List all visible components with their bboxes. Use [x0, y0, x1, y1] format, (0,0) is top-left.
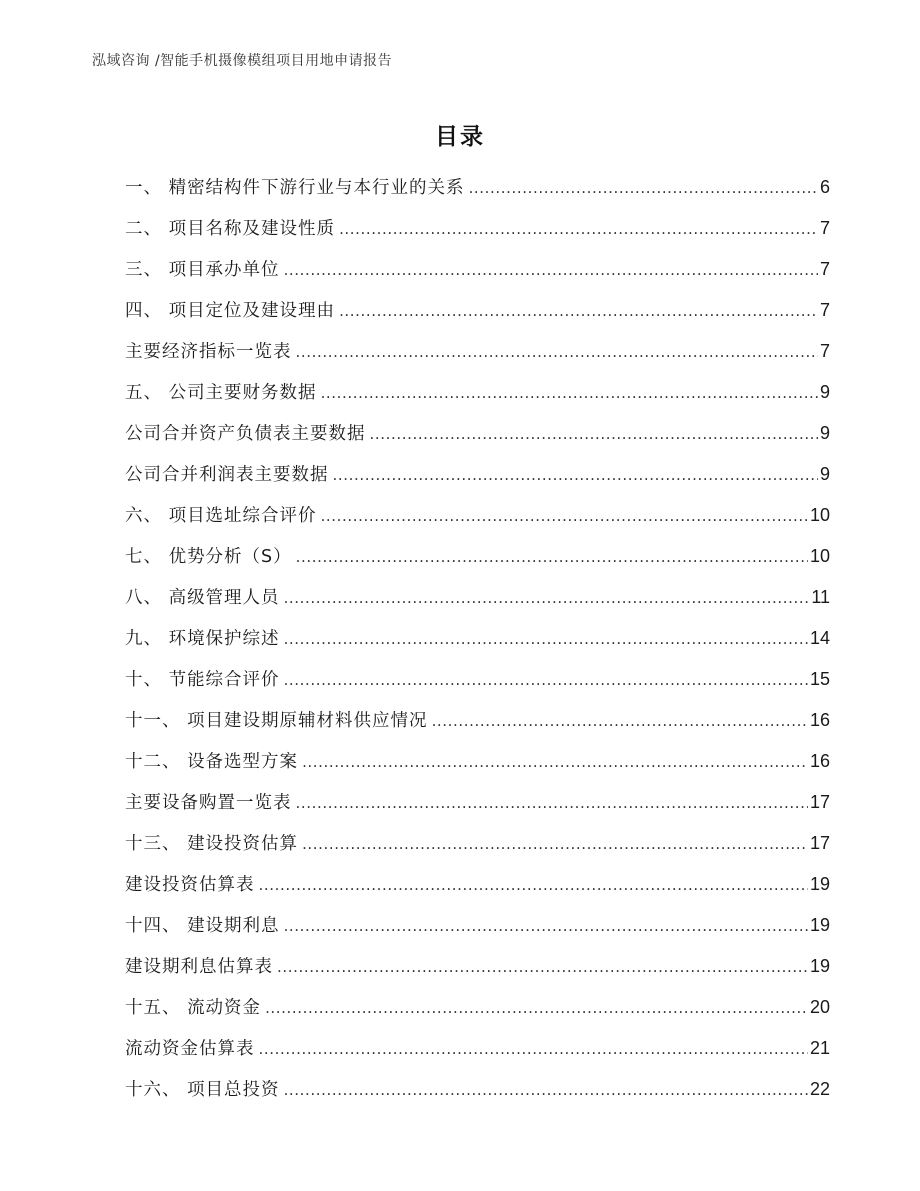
toc-dot-leader: [284, 621, 808, 657]
toc-entry[interactable]: [125, 579, 830, 620]
toc-entry-label: 主要经济指标一览表: [125, 342, 292, 362]
toc-entry-page: 7: [819, 259, 830, 279]
toc-entry-page: 11: [811, 587, 830, 607]
toc-entry[interactable]: [125, 989, 830, 1030]
toc-title: 目录: [435, 124, 485, 150]
toc-dot-leader: [259, 1031, 808, 1067]
toc-entry-page: 17: [809, 833, 830, 853]
toc-entry-page: 15: [809, 669, 830, 689]
toc-entry-page: 7: [819, 300, 830, 320]
toc-entry-page: 9: [819, 382, 830, 402]
toc-entry[interactable]: [125, 661, 830, 702]
toc-entry[interactable]: [125, 456, 830, 497]
toc-dot-leader: [259, 867, 808, 903]
toc-entry-label: 二、 项目名称及建设性质: [125, 219, 336, 239]
toc-entry[interactable]: [125, 333, 830, 374]
toc-entry[interactable]: [125, 374, 830, 415]
toc-dot-leader: [296, 334, 818, 370]
toc-dot-leader: [321, 375, 818, 411]
toc-dot-leader: [302, 826, 808, 862]
toc-dot-leader: [333, 457, 818, 493]
toc-entry-label: 十五、 流动资金: [125, 998, 262, 1018]
toc-entry-page: 10: [809, 505, 830, 525]
toc-entry-page: 9: [819, 423, 830, 443]
toc-entry-label: 十二、 设备选型方案: [125, 752, 299, 772]
toc-entry[interactable]: [125, 1071, 830, 1112]
toc-entry-label: 十一、 项目建设期原辅材料供应情况: [125, 711, 428, 731]
toc-entry[interactable]: [125, 825, 830, 866]
toc-entry-page: 22: [809, 1079, 830, 1099]
toc-entry[interactable]: [125, 415, 830, 456]
toc-dot-leader: [265, 990, 808, 1026]
toc-dot-leader: [339, 293, 818, 329]
toc-entry-page: 20: [809, 997, 830, 1017]
toc-dot-leader: [321, 498, 808, 534]
toc-entry[interactable]: [125, 538, 830, 579]
toc-entry-label: 四、 项目定位及建设理由: [125, 301, 336, 321]
toc-dot-leader: [284, 662, 808, 698]
toc-entry[interactable]: [125, 1030, 830, 1071]
toc-entry[interactable]: [125, 497, 830, 538]
toc-entry[interactable]: [125, 620, 830, 661]
toc-entry-page: 16: [809, 710, 830, 730]
toc-entry-label: 五、 公司主要财务数据: [125, 383, 317, 403]
toc-entry-page: 17: [809, 792, 830, 812]
toc-entry[interactable]: [125, 210, 830, 251]
page-header: 泓域咨询 /智能手机摄像模组项目用地申请报告: [92, 53, 393, 69]
toc-entry-label: 六、 项目选址综合评价: [125, 506, 317, 526]
toc-dot-leader: [339, 211, 818, 247]
toc-dot-leader: [302, 744, 808, 780]
toc-dot-leader: [284, 580, 810, 616]
toc-entry-page: 19: [809, 956, 830, 976]
toc-entry-label: 主要设备购置一览表: [125, 793, 292, 813]
toc-dot-leader: [370, 416, 818, 452]
toc-entry-page: 7: [819, 218, 830, 238]
table-of-contents: [125, 169, 830, 1112]
toc-entry-label: 八、 高级管理人员: [125, 588, 280, 608]
toc-entry-label: 三、 项目承办单位: [125, 260, 280, 280]
toc-entry-label: 七、 优势分析（S）: [125, 547, 292, 567]
toc-entry[interactable]: [125, 948, 830, 989]
toc-entry-label: 一、 精密结构件下游行业与本行业的关系: [125, 178, 465, 198]
toc-entry[interactable]: [125, 292, 830, 333]
toc-entry[interactable]: [125, 907, 830, 948]
toc-entry[interactable]: [125, 743, 830, 784]
toc-entry-page: 14: [809, 628, 830, 648]
toc-dot-leader: [277, 949, 808, 985]
toc-dot-leader: [296, 785, 808, 821]
toc-entry-page: 21: [809, 1038, 830, 1058]
toc-entry-label: 建设投资估算表: [125, 875, 255, 895]
toc-dot-leader: [469, 170, 818, 206]
toc-dot-leader: [432, 703, 808, 739]
toc-entry-label: 十三、 建设投资估算: [125, 834, 299, 854]
toc-entry-label: 流动资金估算表: [125, 1039, 255, 1059]
toc-entry-label: 十、 节能综合评价: [125, 670, 280, 690]
toc-entry-page: 10: [809, 546, 830, 566]
toc-entry-page: 16: [809, 751, 830, 771]
toc-entry[interactable]: [125, 169, 830, 210]
toc-entry[interactable]: [125, 784, 830, 825]
toc-entry[interactable]: [125, 702, 830, 743]
toc-dot-leader: [296, 539, 808, 575]
toc-entry[interactable]: [125, 251, 830, 292]
toc-dot-leader: [284, 1072, 808, 1108]
toc-entry-label: 九、 环境保护综述: [125, 629, 280, 649]
toc-entry-page: 6: [819, 177, 830, 197]
toc-entry-label: 十四、 建设期利息: [125, 916, 280, 936]
toc-entry[interactable]: [125, 866, 830, 907]
toc-entry-label: 建设期利息估算表: [125, 957, 273, 977]
toc-entry-page: 7: [819, 341, 830, 361]
toc-entry-label: 公司合并资产负债表主要数据: [125, 424, 366, 444]
toc-entry-label: 十六、 项目总投资: [125, 1080, 280, 1100]
toc-dot-leader: [284, 252, 818, 288]
toc-entry-page: 9: [819, 464, 830, 484]
toc-dot-leader: [284, 908, 808, 944]
toc-entry-page: 19: [809, 915, 830, 935]
toc-entry-page: 19: [809, 874, 830, 894]
toc-entry-label: 公司合并利润表主要数据: [125, 465, 329, 485]
